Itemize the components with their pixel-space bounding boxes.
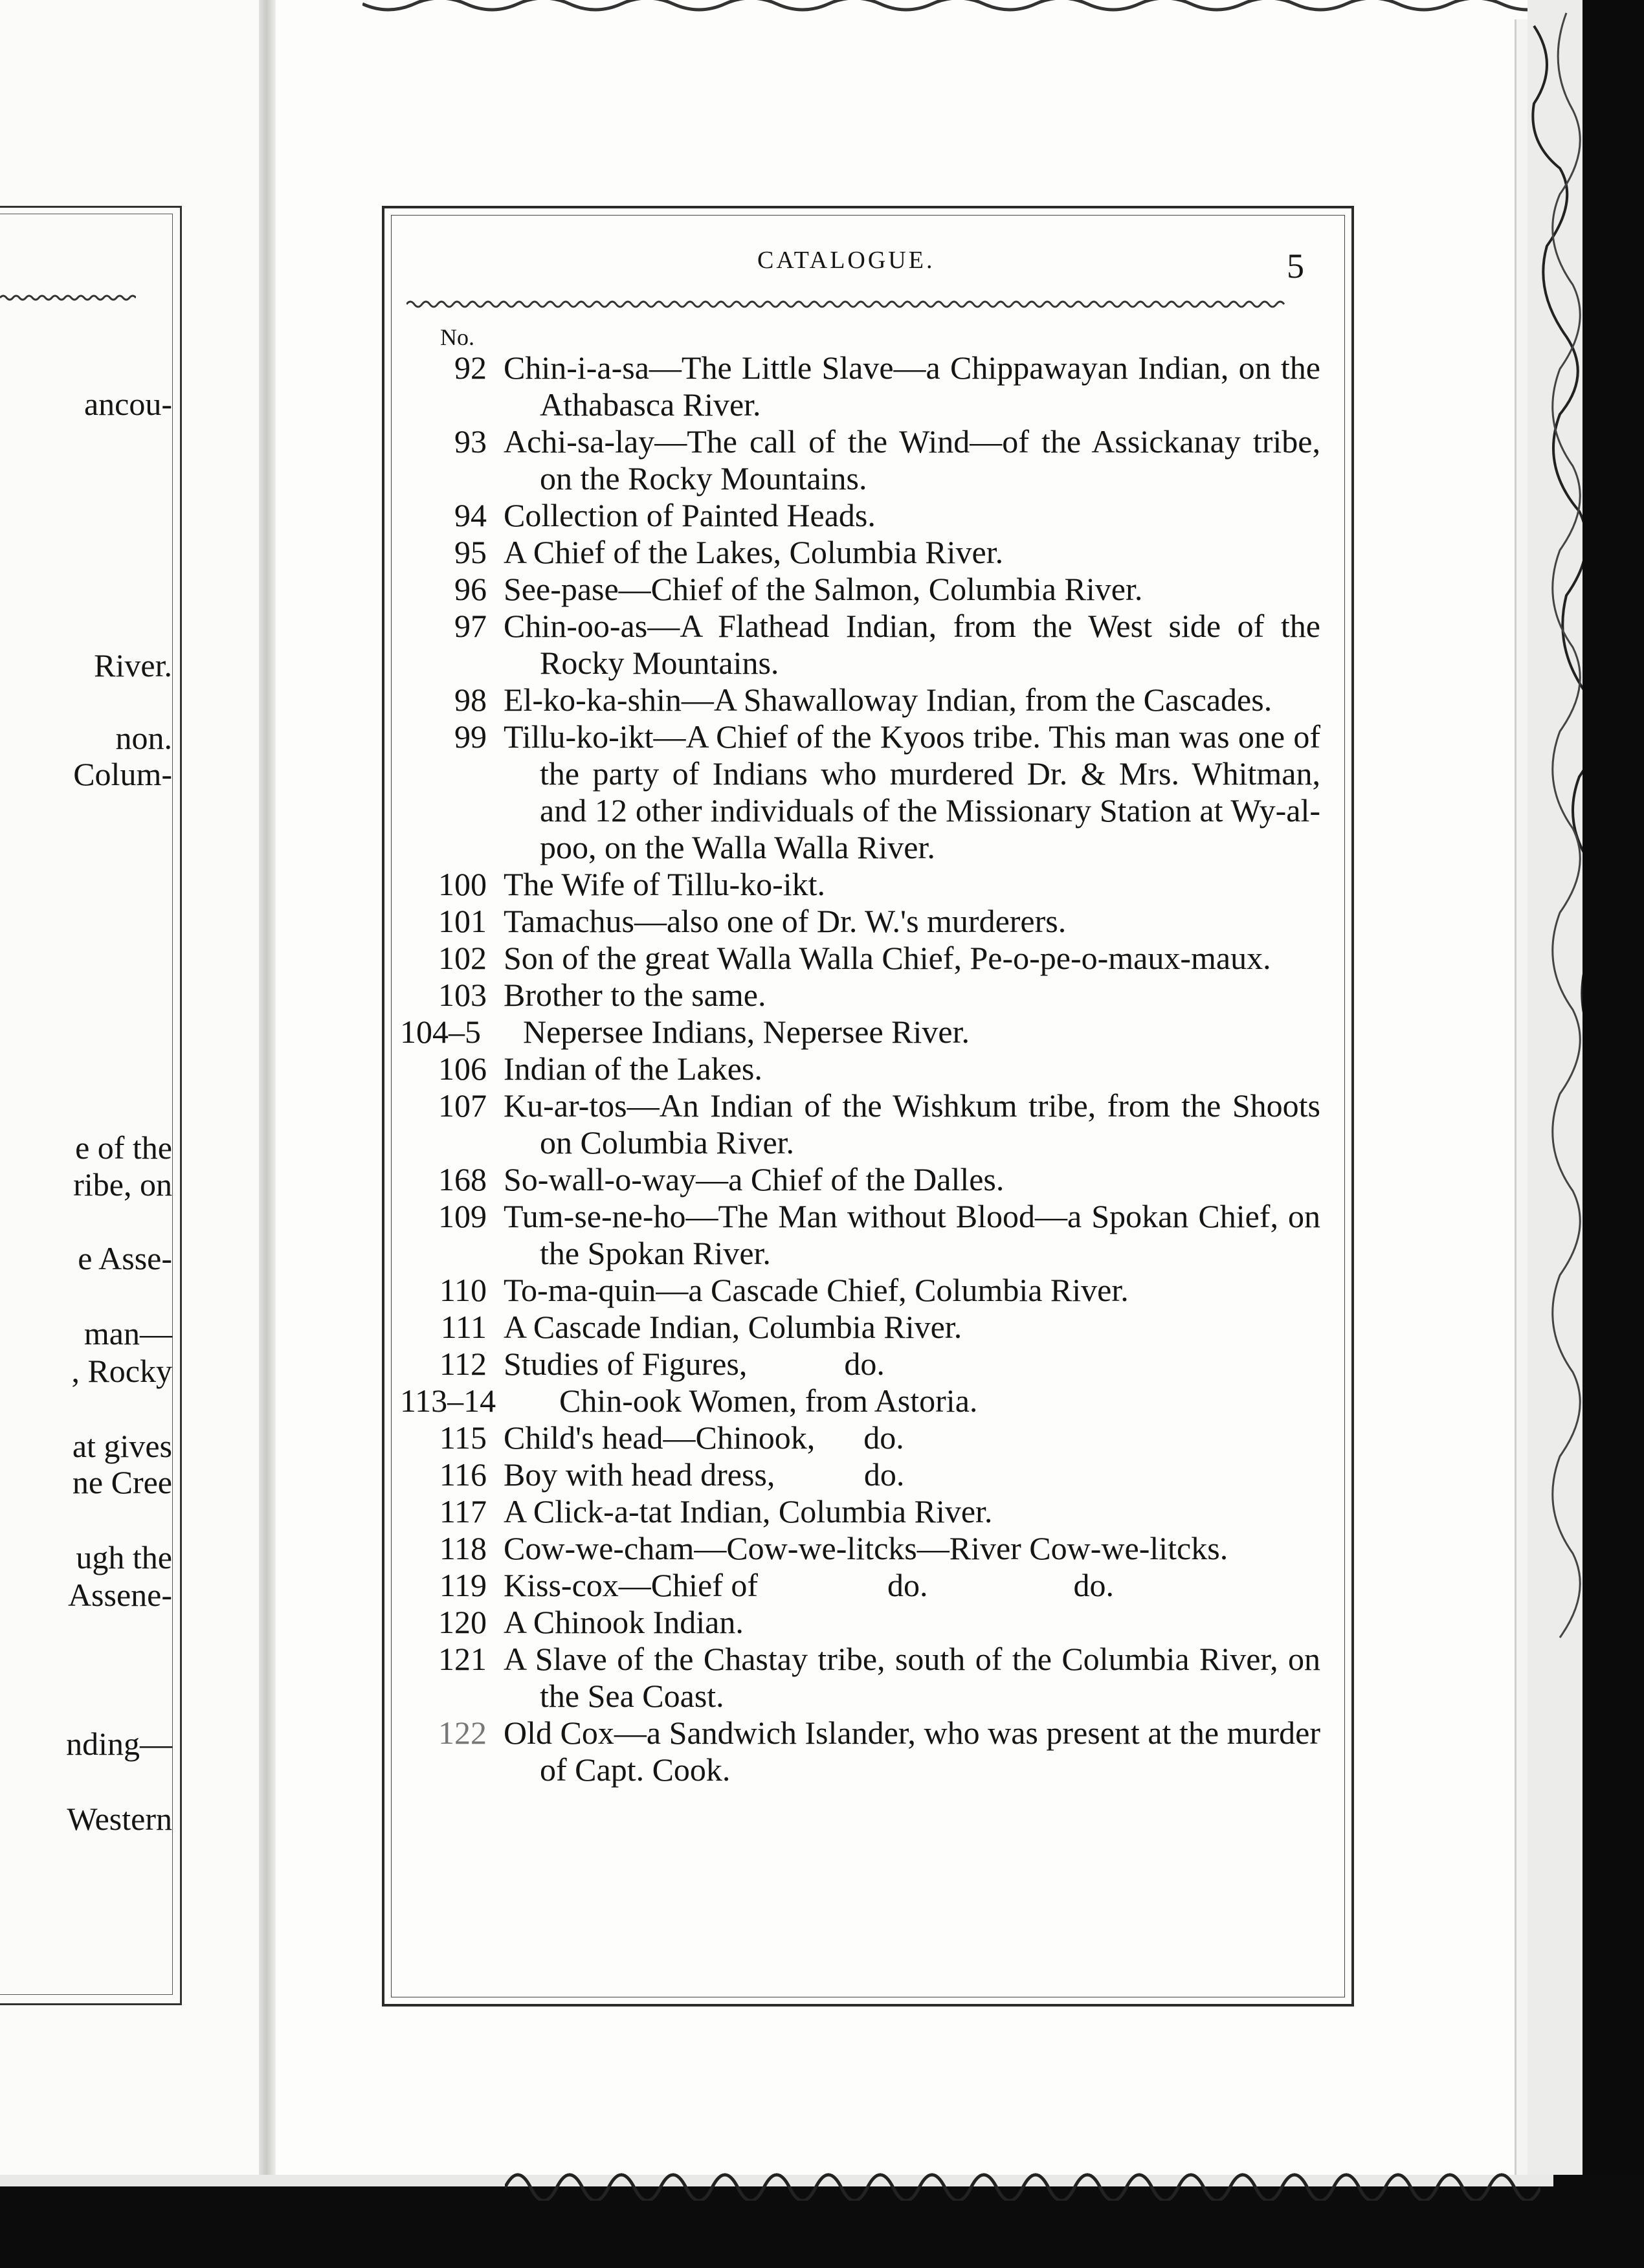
catalogue-entry	[414, 534, 1320, 571]
catalogue-entry	[414, 1051, 1320, 1087]
entry-number: 120	[438, 1604, 487, 1640]
top-decorative-strip	[362, 0, 1579, 18]
entry-number: 102	[438, 940, 487, 976]
entry-text: Chin-i-a-sa—The Little Slave—a Chippawayan Indian, on the Athabasca River.	[504, 350, 1320, 423]
left-wavy-rule	[0, 291, 136, 304]
catalogue-entry	[414, 1604, 1320, 1641]
catalogue-entry	[414, 903, 1320, 940]
entry-number: 103	[438, 977, 487, 1013]
entry-number: 113–14	[400, 1383, 496, 1419]
catalogue-entry	[414, 1530, 1320, 1567]
entry-text: Indian of the Lakes.	[504, 1051, 762, 1087]
entry-text: See-pase—Chief of the Salmon, Columbia River.	[504, 571, 1143, 607]
entry-text: A Chief of the Lakes, Columbia River.	[504, 534, 1004, 570]
left-fragment: , Rocky	[71, 1353, 172, 1389]
catalogue-entry	[414, 1309, 1320, 1346]
entry-text: Brother to the same.	[504, 977, 766, 1013]
entry-number: 168	[438, 1161, 487, 1197]
entry-text: So-wall-o-way—a Chief of the Dalles.	[504, 1161, 1005, 1197]
entry-text: El-ko-ka-shin—A Shawalloway Indian, from the Cascades.	[504, 682, 1272, 718]
entry-number: 115	[439, 1419, 487, 1456]
entry-number: 104–5	[400, 1014, 481, 1050]
entry-number: 100	[438, 866, 487, 902]
entry-text: A Chinook Indian.	[504, 1604, 744, 1640]
entry-text: Studies of Figures, do.	[504, 1346, 885, 1382]
catalogue-entry	[414, 1456, 1320, 1493]
entry-number: 111	[440, 1309, 487, 1345]
left-fragment: nding—	[66, 1726, 172, 1762]
entry-number: 110	[439, 1272, 487, 1308]
entry-number: 94	[454, 497, 487, 533]
left-fragment: River.	[94, 647, 172, 684]
catalogue-entry	[400, 1383, 1320, 1419]
catalogue-entry	[414, 940, 1320, 977]
catalogue-entry	[414, 1419, 1320, 1456]
entry-text: Chin-oo-as—A Flathead Indian, from the West side of the Rocky Mountains.	[504, 608, 1320, 681]
entry-text: Child's head—Chinook, do.	[504, 1419, 904, 1456]
catalogue-entry	[414, 718, 1320, 866]
entry-number: 117	[439, 1493, 487, 1529]
left-fragment: ribe, on	[73, 1166, 172, 1203]
entry-number: 118	[439, 1530, 487, 1566]
catalogue-entry	[414, 1493, 1320, 1530]
left-fragment: ugh the	[76, 1539, 172, 1575]
catalogue-entry	[414, 1715, 1320, 1788]
marbled-cover	[1527, 0, 1586, 2268]
entry-text: Ku-ar-tos—An Indian of the Wishkum tribe, from the Shoots on Columbia River.	[504, 1087, 1320, 1161]
running-head: CATALOGUE.	[757, 247, 935, 274]
catalogue-entry	[414, 350, 1320, 423]
catalogue-entry	[414, 977, 1320, 1014]
book-gutter	[259, 0, 276, 2268]
left-fragment: e Asse-	[78, 1240, 172, 1276]
catalogue-entry	[400, 1014, 1320, 1051]
catalogue-entry	[414, 682, 1320, 718]
entry-text: A Cascade Indian, Columbia River.	[504, 1309, 962, 1345]
entry-text: Old Cox—a Sandwich Islander, who was present at the murder of Capt. Cook.	[504, 1715, 1320, 1788]
entry-text: Achi-sa-lay—The call of the Wind—of the Assickanay tribe, on the Rocky Mountains.	[504, 423, 1320, 496]
left-fragment: Western	[67, 1801, 172, 1837]
left-fragment: non.	[115, 720, 172, 756]
catalogue-entry	[414, 1198, 1320, 1272]
left-fragment: ne Cree	[72, 1464, 172, 1500]
catalogue-entry	[414, 866, 1320, 903]
entry-number: 98	[454, 682, 487, 718]
left-fragment: Assene-	[67, 1577, 172, 1613]
entry-text: Son of the great Walla Walla Chief, Pe-o-pe-o-maux-maux.	[504, 940, 1271, 976]
catalogue-entry	[414, 1161, 1320, 1198]
catalogue-entry	[414, 1087, 1320, 1161]
entry-text: Cow-we-cham—Cow-we-litcks—River Cow-we-litcks.	[504, 1530, 1228, 1566]
catalogue-entry	[414, 1641, 1320, 1715]
header-wavy-rule	[406, 296, 1332, 312]
bottom-decorative-strip	[505, 2155, 1540, 2201]
entry-number: 109	[438, 1198, 487, 1234]
entry-number: 116	[439, 1456, 487, 1493]
entry-text: Tum-se-ne-ho—The Man without Blood—a Spokan Chief, on the Spokan River.	[504, 1198, 1320, 1271]
entry-text: Collection of Painted Heads.	[504, 497, 876, 533]
entry-number: 101	[438, 903, 487, 939]
entry-number: 97	[454, 608, 487, 644]
catalogue-entries	[400, 350, 1320, 1788]
left-fragment: ancou-	[83, 386, 172, 422]
entry-text: Tillu-ko-ikt—A Chief of the Kyoos tribe. This man was one of the party of Indians who murdered Dr. & Mrs. Whitman, and 12 other individuals of the Missionary Station at Wy-al-poo, on the Walla Walla River.	[504, 718, 1320, 865]
entry-number: 95	[454, 534, 487, 570]
entry-text: The Wife of Tillu-ko-ikt.	[504, 866, 826, 902]
entry-number: 119	[439, 1567, 487, 1603]
entry-text: A Slave of the Chastay tribe, south of the Columbia River, on the Sea Coast.	[504, 1641, 1320, 1714]
catalogue-entry	[414, 571, 1320, 608]
entry-number: 121	[438, 1641, 487, 1677]
left-fragment: e of the	[75, 1129, 172, 1166]
number-column-label: No.	[440, 324, 474, 350]
page-number: 5	[1287, 247, 1304, 285]
left-fragment: at gives	[72, 1428, 172, 1464]
entry-number: 107	[438, 1087, 487, 1124]
catalogue-entry	[414, 1567, 1320, 1604]
entry-text: Chin-ook Women, from Astoria.	[559, 1383, 978, 1419]
left-fragment: man—	[83, 1315, 172, 1351]
entry-text: Boy with head dress, do.	[504, 1456, 905, 1493]
entry-number: 99	[454, 718, 487, 755]
entry-text: Tamachus—also one of Dr. W.'s murderers.	[504, 903, 1067, 939]
catalogue-entry	[414, 1346, 1320, 1383]
entry-text: To-ma-quin—a Cascade Chief, Columbia River.	[504, 1272, 1129, 1308]
entry-number: 112	[439, 1346, 487, 1382]
catalogue-entry	[414, 1272, 1320, 1309]
catalogue-entry	[414, 608, 1320, 682]
catalogue-entry	[414, 497, 1320, 534]
left-fragment: Colum-	[73, 756, 172, 792]
entry-number: 92	[454, 350, 487, 386]
binding-edge	[1583, 0, 1644, 2268]
entry-number: 122	[438, 1715, 487, 1751]
entry-text: Kiss-cox—Chief of do. do.	[504, 1567, 1114, 1603]
entry-number: 93	[454, 423, 487, 460]
entry-number: 96	[454, 571, 487, 607]
catalogue-entry	[414, 423, 1320, 497]
entry-text: A Click-a-tat Indian, Columbia River.	[504, 1493, 993, 1529]
entry-number: 106	[438, 1051, 487, 1087]
page-edge	[1515, 19, 1528, 2181]
entry-text: Nepersee Indians, Nepersee River.	[523, 1014, 970, 1050]
